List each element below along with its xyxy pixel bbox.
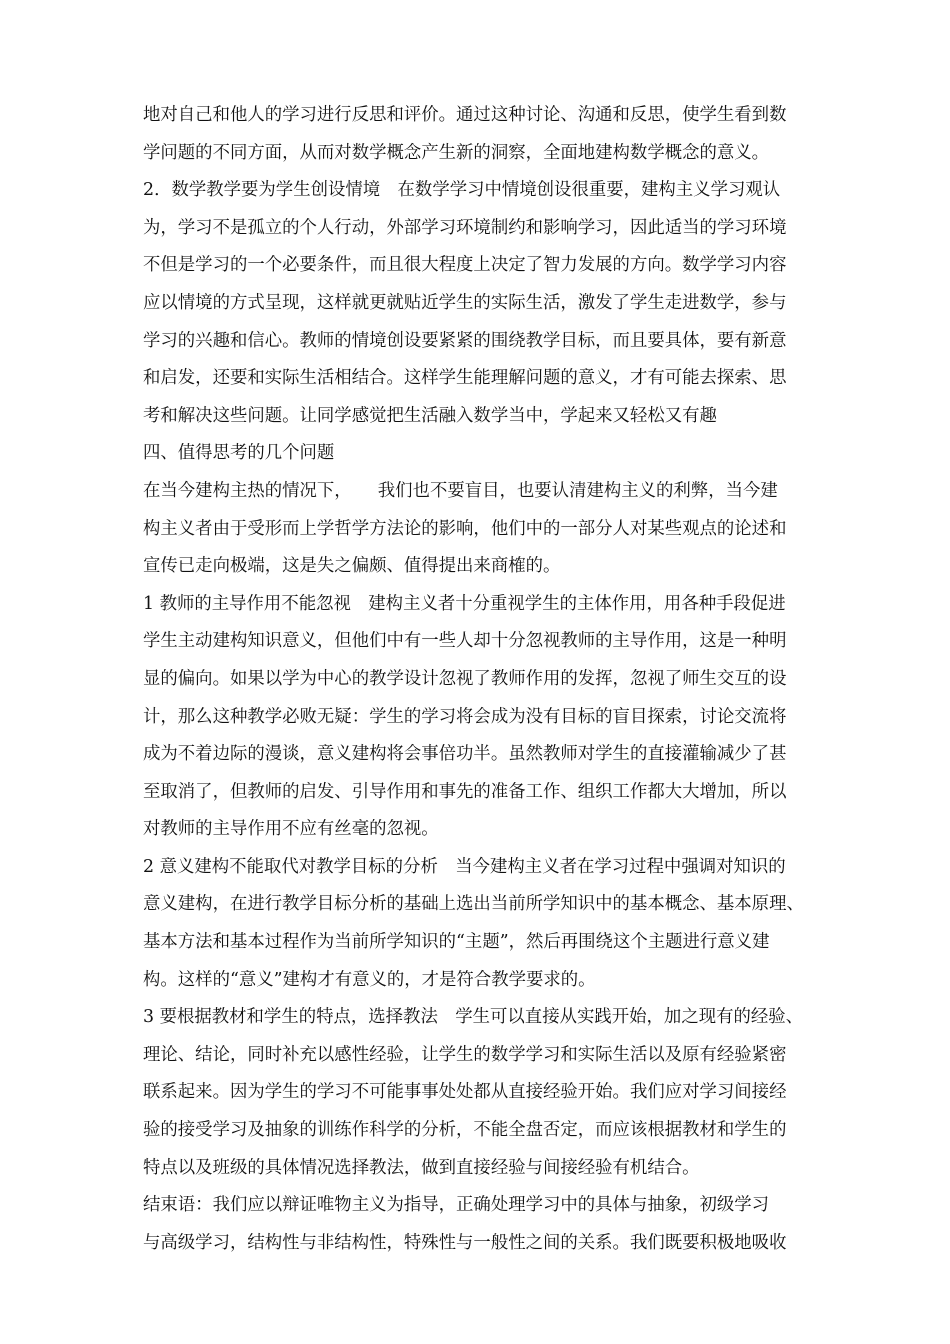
text-line: 基本方法和基本过程作为当前所学知识的“主题”，然后再围绕这个主题进行意义建 [143,932,770,953]
text-line: 构。这样的“意义”建构才有意义的，才是符合教学要求的。 [143,969,596,990]
text-line: 学问题的不同方面，从而对数学概念产生新的洞察，全面地建构数学概念的意义。 [143,142,770,163]
text-line: 与高级学习，结构性与非结构性，特殊性与一般性之间的关系。我们既要积极地吸收 [143,1232,787,1253]
text-line: 1 教师的主导作用不能忽视 建构主义者十分重视学生的主体作用，用各种手段促进 [143,593,786,614]
text-line: 学生主动建构知识意义，但他们中有一些人却十分忽视教师的主导作用，这是一种明 [143,631,787,652]
text-line: 成为不着边际的漫谈，意义建构将会事倍功半。虽然教师对学生的直接灌输减少了甚 [143,744,787,765]
text-line: 计，那么这种教学必败无疑：学生的学习将会成为没有目标的盲目探索，讨论交流将 [143,706,787,727]
text-line: 3 要根据教材和学生的特点，选择教法 学生可以直接从实践开始，加之现有的经验、 [143,1007,804,1028]
text-line: 验的接受学习及抽象的训练作科学的分析，不能全盘否定，而应该根据教材和学生的 [143,1120,787,1141]
text-line: 不但是学习的一个必要条件，而且很大程度上决定了智力发展的方向。数学学习内容 [143,255,787,276]
text-line: 显的偏向。如果以学为中心的教学设计忽视了教师作用的发挥，忽视了师生交互的设 [143,668,787,689]
text-line: 2 意义建构不能取代对教学目标的分析 当今建构主义者在学习过程中强调对知识的 [143,856,786,877]
text-line: 联系起来。因为学生的学习不可能事事处处都从直接经验开始。我们应对学习间接经 [143,1082,787,1103]
text-line: 为，学习不是孤立的个人行动，外部学习环境制约和影响学习，因此适当的学习环境 [143,217,787,238]
text-line: 2．数学教学要为学生创设情境 在数学学习中情境创设很重要，建构主义学习观认 [143,180,781,201]
text-line: 应以情境的方式呈现，这样就更就贴近学生的实际生活，激发了学生走进数学，参与 [143,292,787,313]
text-line: 构主义者由于受形而上学哲学方法论的影响，他们中的一部分人对某些观点的论述和 [143,518,787,539]
text-line: 地对自己和他人的学习进行反思和评价。通过这种讨论、沟通和反思，使学生看到数 [143,105,787,125]
text-line: 理论、结论，同时补充以感性经验，让学生的数学学习和实际生活以及原有经验紧密 [143,1044,787,1065]
text-line: 对教师的主导作用不应有丝毫的忽视。 [143,819,439,840]
section-heading: 四、值得思考的几个问题 [143,443,335,464]
text-line: 结束语：我们应以辩证唯物主义为指导，正确处理学习中的具体与抽象，初级学习 [143,1195,770,1216]
text-line: 和启发，还要和实际生活相结合。这样学生能理解问题的意义，才有可能去探索、思 [143,368,787,389]
text-line: 意义建构，在进行教学目标分析的基础上选出当前所学知识中的基本概念、基本原理、 [143,894,804,915]
text-line: 在当今建构主热的情况下， 我们也不要盲目，也要认清建构主义的利弊，当今建 [143,480,778,501]
text-line: 至取消了，但教师的启发、引导作用和事先的准备工作、组织工作都大大增加，所以 [143,781,787,802]
text-line: 特点以及班级的具体情况选择教法，做到直接经验与间接经验有机结合。 [143,1157,700,1178]
text-line: 宣传已走向极端，这是失之偏颇、值得提出来商榷的。 [143,556,561,577]
text-line: 考和解决这些问题。让同学感觉把生活融入数学当中，学起来又轻松又有趣 [143,405,717,426]
document-body [143,97,863,1262]
text-line: 学习的兴趣和信心。教师的情境创设要紧紧的围绕教学目标，而且要具体，要有新意 [143,330,787,351]
